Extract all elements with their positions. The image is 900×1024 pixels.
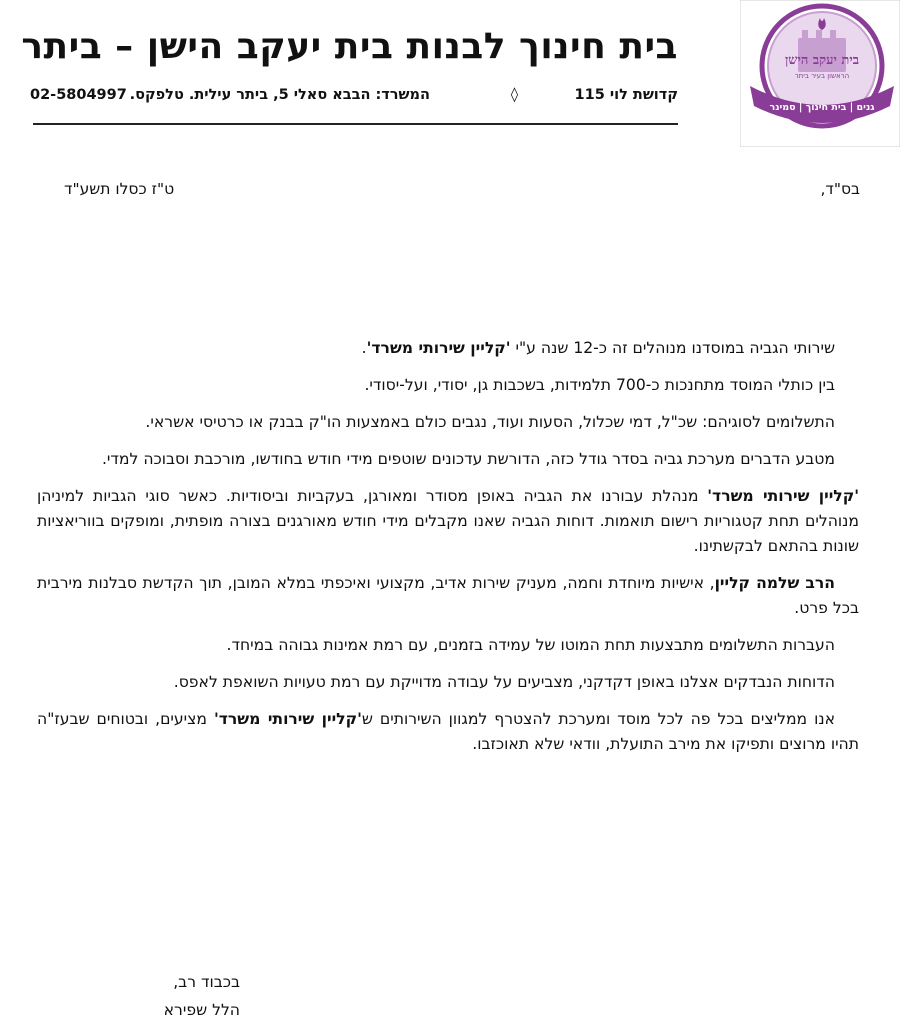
paragraph-5: 'קליין שירותי משרד' מנהלת עבורנו את הגביה באופן מסודר ומאורגן, בעקביות וביסודיות. כאשר סוגי הגביות למיניהן מנוהלים תחת קטגוריות רישום תואמות. דוחות הגביה שאנו מקבלים מידי חודש מאורגנים בצורה מופתית, ומופקים בווריאציות שונות בהתאם לבקשתינו. [37,487,859,555]
paragraph-4: מטבע הדברים מערכת גביה בסדר גודל כזה, הדורשת עדכונים שוטפים מידי חודש בחודשו, מורכבת וסבוכה למדי. [101,450,835,468]
letter-signoff [40,968,240,1024]
paragraph-1: שירותי הגביה במוסדנו מנוהלים זה כ-12 שנה ע"י 'קליין שירותי משרד'. [361,339,835,357]
signer-name: הלל שפירא [163,1001,240,1019]
school-license: קדושת לוי 115 [574,87,678,103]
letter-date-row [64,180,860,204]
paragraph-3: התשלומים לסוגיהם: שכ"ל, דמי שכלול, הסעות ועוד, נגבים כולם באמצעות הו"ק בבנק או כרטיסי אשראי. [145,413,835,431]
paragraph-9: אנו ממליצים בכל פה לכל מוסד ומערכת להצטרף למגוון השירותים ש'קליין שירותי משרד' מציעים, ובטוחים שבעז"ה תהיו מרוצים ותפיקו את מירב התועלת, וודאי שלא תאוכזבו. [37,710,859,753]
diamond-icon: ◊ [510,87,518,103]
paragraph-2: בין כותלי המוסד מתחנכות כ-700 תלמידות, בשכבות גן, יסודי, ועל-יסודי. [364,376,835,394]
paragraph-8: הדוחות הנבדקים אצלנו באופן דקדקני, מצביעים על עבודה מדוייקת עם רמת טעויות השואפת לאפס. [173,673,835,691]
logo-sub-text: הראשון בעיר ביתר [794,72,850,80]
header-divider [33,123,678,125]
closing-phrase: בכבוד רב, [173,973,240,991]
bsd-mark: בס"ד, [820,180,860,198]
paragraph-7: העברות התשלומים מתבצעות תחת המוטו של עמידה בזמנים, עם רמת אמינות גבוהה במיחד. [226,636,835,654]
logo-banner-text: גנים | בית חינוך | סמינר [769,102,875,113]
paragraph-6: הרב שלמה קליין, אישיות מיוחדת וחמה, מעניק שירות אדיב, מקצועי ואיכפתי במלא המובן, תוך הקדשת סבלנות מירבית בכל פרט. [37,574,859,617]
school-logo [740,0,900,147]
logo-arc-text: בית יעקב הישן [784,53,860,68]
school-name-title: בית חינוך לבנות בית יעקב הישן – ביתר [21,26,678,67]
letter-body [37,336,859,769]
office-phone: 02-5804997 [30,87,127,103]
header-contact-line [30,87,678,111]
hebrew-date: ט"ז כסלו תשע"ד [64,180,175,198]
office-address: המשרד: הבבא סאלי 5, ביתר עילית. טלפקס. [129,87,430,103]
